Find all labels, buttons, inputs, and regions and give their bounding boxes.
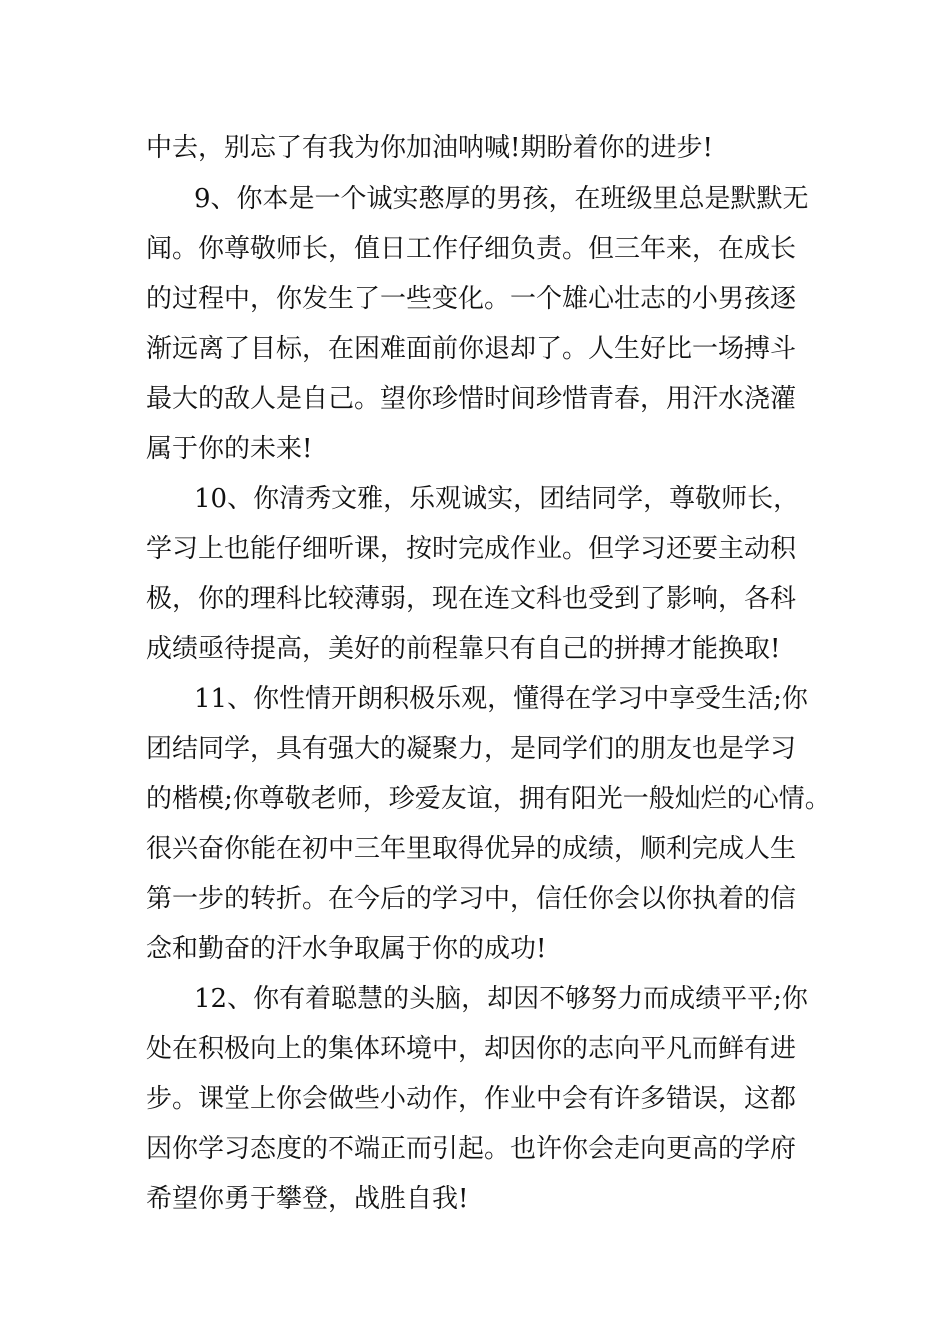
paragraph-1-line-0: 9、你本是一个诚实憨厚的男孩，在班级里总是默默无: [194, 184, 809, 214]
paragraph-2-line-3: 成绩亟待提高，美好的前程靠只有自己的拼搏才能换取!: [146, 634, 781, 664]
paragraph-1-line-5: 属于你的未来!: [146, 434, 313, 464]
paragraph-4-line-3: 因你学习态度的不端正而引起。也许你会走向更高的学府: [146, 1134, 797, 1164]
paragraph-3-line-5: 念和勤奋的汗水争取属于你的成功!: [146, 934, 547, 964]
paragraph-2-line-2: 极，你的理科比较薄弱，现在连文科也受到了影响，各科: [146, 584, 797, 614]
paragraph-1-line-1: 闻。你尊敬师长，值日工作仔细负责。但三年来，在成长: [146, 234, 797, 264]
paragraph-4-line-2: 步。课堂上你会做些小动作，作业中会有许多错误，这都: [146, 1084, 797, 1114]
paragraph-3-line-4: 第一步的转折。在今后的学习中，信任你会以你执着的信: [146, 884, 797, 914]
paragraph-0-line-0: 中去，别忘了有我为你加油呐喊!期盼着你的进步!: [146, 133, 713, 163]
paragraph-3-line-0: 11、你性情开朗积极乐观，懂得在学习中享受生活;你: [194, 684, 808, 714]
paragraph-3-line-3: 很兴奋你能在初中三年里取得优异的成绩，顺利完成人生: [146, 834, 797, 864]
paragraph-1-line-2: 的过程中，你发生了一些变化。一个雄心壮志的小男孩逐: [146, 284, 797, 314]
paragraph-4-line-4: 希望你勇于攀登，战胜自我!: [146, 1184, 469, 1214]
paragraph-2-line-1: 学习上也能仔细听课，按时完成作业。但学习还要主动积: [146, 534, 797, 564]
paragraph-1-line-4: 最大的敌人是自己。望你珍惜时间珍惜青春，用汗水浇灌: [146, 384, 797, 414]
paragraph-2-line-0: 10、你清秀文雅，乐观诚实，团结同学，尊敬师长，: [194, 484, 800, 514]
paragraph-4-line-1: 处在积极向上的集体环境中，却因你的志向平凡而鲜有进: [146, 1034, 797, 1064]
paragraph-3-line-1: 团结同学，具有强大的凝聚力，是同学们的朋友也是学习: [146, 734, 797, 764]
paragraph-3-line-2: 的楷模;你尊敬老师，珍爱友谊，拥有阳光一般灿烂的心情。: [146, 784, 831, 814]
paragraph-4-line-0: 12、你有着聪慧的头脑，却因不够努力而成绩平平;你: [194, 984, 808, 1014]
paragraph-1-line-3: 渐远离了目标，在困难面前你退却了。人生好比一场搏斗: [146, 334, 797, 364]
